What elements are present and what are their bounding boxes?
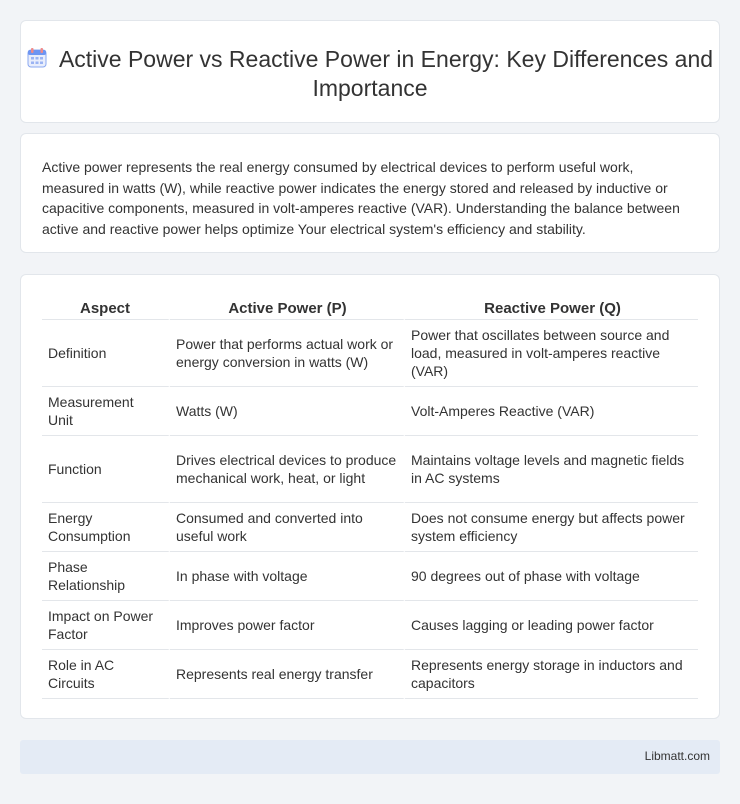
page-title-wrap xyxy=(21,45,719,103)
header-active-power: Active Power (P) xyxy=(170,294,405,320)
table-row xyxy=(42,650,698,699)
comparison-table xyxy=(42,294,698,699)
cell-active: Drives electrical devices to produce mechanical work, heat, or light xyxy=(170,436,405,503)
cell-active: In phase with voltage xyxy=(170,552,405,601)
cell-active: Power that performs actual work or energy conversion in watts (W) xyxy=(170,320,405,387)
cell-reactive: Represents energy storage in inductors and capacitors xyxy=(405,650,698,699)
cell-active: Consumed and converted into useful work xyxy=(170,503,405,552)
cell-aspect: Function xyxy=(42,436,170,503)
page-title: Active Power vs Reactive Power in Energy: Key Differences and Importance xyxy=(58,46,714,101)
cell-reactive: Volt-Amperes Reactive (VAR) xyxy=(405,387,698,436)
cell-active: Represents real energy transfer xyxy=(170,650,405,699)
intro-paragraph: Active power represents the real energy consumed by electrical devices to perform useful work, measured in watts (W), while reactive power indicates the energy stored and released by inductive or capacitive components, measured in volt-amperes reactive (VAR). Understanding the balance between active and reactive power helps optimize Your electrical system's efficiency and stability. xyxy=(42,159,680,237)
cell-aspect: Measurement Unit xyxy=(42,387,170,436)
cell-aspect: Energy Consumption xyxy=(42,503,170,552)
table-row xyxy=(42,436,698,503)
cell-aspect: Phase Relationship xyxy=(42,552,170,601)
header-reactive-power: Reactive Power (Q) xyxy=(405,294,698,320)
table-row xyxy=(42,320,698,387)
title-card xyxy=(20,20,720,123)
cell-reactive: Causes lagging or leading power factor xyxy=(405,601,698,650)
table-row xyxy=(42,601,698,650)
cell-aspect: Role in AC Circuits xyxy=(42,650,170,699)
table-row xyxy=(42,387,698,436)
cell-active: Improves power factor xyxy=(170,601,405,650)
intro-card xyxy=(20,133,720,253)
cell-active: Watts (W) xyxy=(170,387,405,436)
table-row xyxy=(42,503,698,552)
table-header-row xyxy=(42,294,698,320)
cell-aspect: Impact on Power Factor xyxy=(42,601,170,650)
cell-aspect: Definition xyxy=(42,320,170,387)
cell-reactive: Does not consume energy but affects power system efficiency xyxy=(405,503,698,552)
comparison-card xyxy=(20,274,720,719)
footer-bar xyxy=(20,740,720,774)
cell-reactive: 90 degrees out of phase with voltage xyxy=(405,552,698,601)
calendar-icon xyxy=(27,46,47,66)
table-row xyxy=(42,552,698,601)
footer-brand[interactable]: Libmatt.com xyxy=(644,749,710,763)
header-aspect: Aspect xyxy=(42,294,170,320)
cell-reactive: Power that oscillates between source and load, measured in volt-amperes reactive (VAR) xyxy=(405,320,698,387)
cell-reactive: Maintains voltage levels and magnetic fields in AC systems xyxy=(405,436,698,503)
